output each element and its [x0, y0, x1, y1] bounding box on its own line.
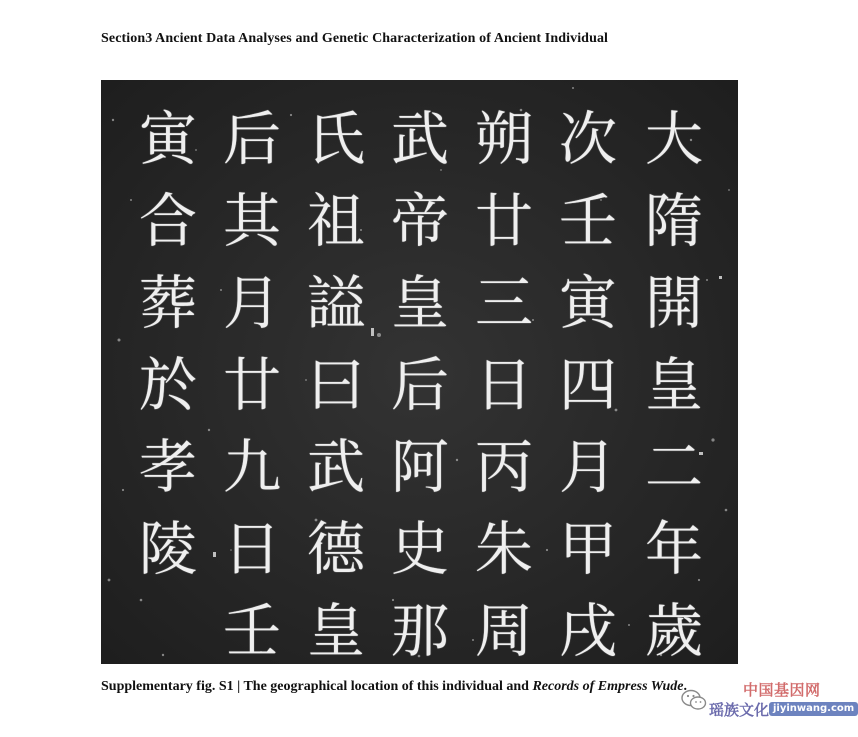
watermark-site-name: 中国基因网: [743, 681, 821, 699]
inscription-character: 后: [390, 351, 449, 419]
inscription-character: 月: [222, 269, 281, 337]
inscription-character: 日: [222, 515, 281, 583]
inscription-character: 大: [644, 105, 703, 173]
inscription-character: 曰: [306, 351, 365, 419]
inscription-character: 九: [222, 433, 281, 501]
inscription-column-5: [295, 98, 377, 672]
inscription-character: 葬: [138, 269, 197, 337]
inscription-character: 甲: [558, 515, 617, 583]
inscription-character: 歲: [644, 597, 703, 665]
inscription-character: 朱: [474, 515, 533, 583]
inscription-character: 武: [390, 105, 449, 173]
figure-caption: [101, 676, 746, 698]
watermark-overlay-text: 瑶族文化: [709, 701, 770, 719]
inscription-character: 周: [474, 597, 533, 665]
inscription-character: 合: [138, 187, 197, 255]
inscription-character: 皇: [644, 351, 703, 419]
inscription-character: 那: [390, 597, 449, 665]
caption-end: .: [683, 679, 687, 694]
inscription-character: 二: [644, 433, 703, 501]
inscription-character: 三: [474, 269, 533, 337]
inscription-character: 謚: [306, 269, 365, 337]
inscription-character: 月: [558, 433, 617, 501]
inscription-character: 年: [644, 515, 703, 583]
inscription-character: 其: [222, 187, 281, 255]
section-title: Section3 Ancient Data Analyses and Genetic Characterization of Ancient Individual: [101, 31, 609, 46]
inscription-column-1: [633, 98, 715, 672]
inscription-character: 帝: [390, 187, 449, 255]
inscription-column-7: [127, 98, 209, 590]
inscription-character: 四: [558, 351, 617, 419]
inscription-character: 皇: [306, 597, 365, 665]
inscription-character: 丙: [474, 433, 533, 501]
inscription-column-2: [547, 98, 629, 672]
inscription-character: 廿: [474, 187, 533, 255]
inscription-column-3: [463, 98, 545, 672]
inscription-character: 廿: [222, 351, 281, 419]
inscription-character: 朔: [474, 105, 533, 173]
inscription-character: 次: [558, 105, 617, 173]
inscription-character: 於: [138, 351, 197, 419]
inscription-character: 陵: [138, 515, 197, 583]
inscription-character: 后: [222, 105, 281, 173]
inscription-column-4: [379, 98, 461, 672]
watermark-url: jiyinwang.com: [769, 702, 858, 716]
inscription-character: 皇: [390, 269, 449, 337]
inscription-character: 日: [474, 351, 533, 419]
inscription-character: 寅: [558, 269, 617, 337]
inscription-column-6: [211, 98, 293, 672]
inscription-character: 壬: [558, 187, 617, 255]
inscription-character: 氏: [306, 105, 365, 173]
inscription-character: 祖: [306, 187, 365, 255]
inscription-rubbing-image: [101, 80, 738, 664]
inscription-character: 寅: [138, 105, 197, 173]
caption-italic-title: Records of Empress Wude: [532, 679, 684, 694]
inscription-character: 戌: [558, 597, 617, 665]
inscription-character: 史: [390, 515, 449, 583]
inscription-character: 壬: [222, 597, 281, 665]
inscription-character: 開: [644, 269, 703, 337]
inscription-character: 德: [306, 515, 365, 583]
inscription-character: 武: [306, 433, 365, 501]
inscription-character: 阿: [390, 433, 449, 501]
caption-lead: Supplementary fig. S1 | The geographical location of this individual and: [101, 679, 529, 694]
inscription-character: 隋: [644, 187, 703, 255]
inscription-character: 孝: [138, 433, 197, 501]
